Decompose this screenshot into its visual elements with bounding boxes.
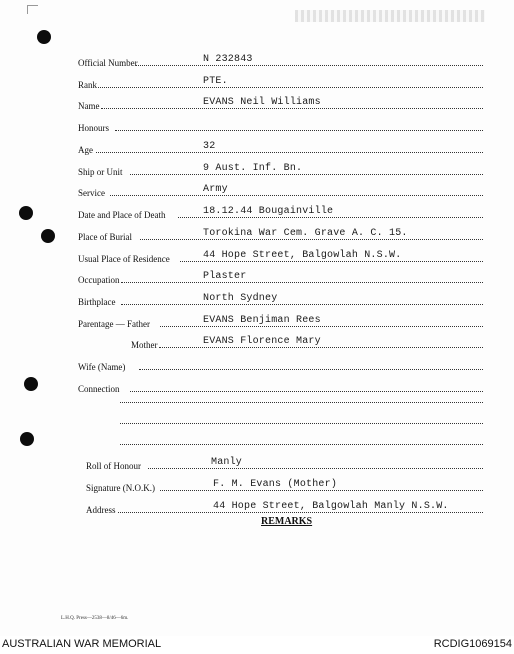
field-value: 44 Hope Street, Balgowlah N.S.W. [203, 250, 402, 261]
field-roll-of-honour [0, 447, 514, 471]
field-label: Parentage — Father [78, 319, 150, 329]
field-label: Address [86, 505, 116, 515]
field-value: Torokina War Cem. Grave A. C. 15. [203, 228, 408, 239]
field-connection [0, 370, 514, 394]
field-value: EVANS Florence Mary [203, 336, 321, 347]
punch-hole-top [37, 30, 51, 44]
field-occupation [0, 261, 514, 285]
field-wife [0, 348, 514, 372]
punch-hole-4 [20, 432, 34, 446]
field-label: Honours [78, 123, 109, 133]
field-place-of-burial [0, 218, 514, 242]
stamp-smudge [295, 10, 485, 22]
corner-mark [27, 5, 38, 14]
field-date-place-of-death [0, 196, 514, 220]
field-label: Place of Burial [78, 232, 132, 242]
field-name [0, 87, 514, 111]
field-label: Date and Place of Death [78, 210, 166, 220]
field-label: Rank [78, 80, 97, 90]
field-value: North Sydney [203, 293, 278, 304]
field-value: 32 [203, 141, 216, 152]
field-value: F. M. Evans (Mother) [213, 479, 338, 490]
field-label: Usual Place of Residence [78, 254, 170, 264]
field-value: Army [203, 184, 228, 195]
field-value: EVANS Benjiman Rees [203, 315, 321, 326]
field-value: 18.12.44 Bougainville [203, 206, 334, 217]
field-label: Official Number [78, 58, 138, 68]
field-signature [0, 469, 514, 493]
field-label: Age [78, 145, 93, 155]
footer-record-id: RCDIG1069154 [433, 638, 512, 650]
field-address [0, 491, 514, 515]
field-label: Roll of Honour [86, 461, 141, 471]
field-label: Mother [131, 340, 158, 350]
field-value: EVANS Neil Williams [203, 97, 321, 108]
field-age [0, 131, 514, 155]
field-label: Name [78, 101, 100, 111]
field-value: Plaster [203, 271, 247, 282]
footer-archive-name: AUSTRALIAN WAR MEMORIAL [2, 638, 162, 650]
field-label: Connection [78, 384, 120, 394]
field-value: 44 Hope Street, Balgowlah Manly N.S.W. [213, 501, 449, 512]
field-birthplace [0, 283, 514, 307]
field-value: 9 Aust. Inf. Bn. [203, 163, 303, 174]
field-label: Occupation [78, 275, 120, 285]
printer-imprint: L.H.Q. Press—2538—8/46—6m. [61, 616, 129, 621]
blank-line [120, 444, 483, 445]
blank-line [120, 423, 483, 424]
remarks-heading: REMARKS [261, 516, 313, 527]
field-value: Manly [211, 457, 243, 468]
field-label: Signature (N.O.K.) [86, 483, 155, 493]
field-label: Wife (Name) [78, 362, 126, 372]
field-official-number [0, 44, 514, 68]
field-label: Ship or Unit [78, 167, 123, 177]
field-value: N 232843 [203, 54, 253, 65]
field-value: PTE. [203, 76, 228, 87]
field-label: Birthplace [78, 297, 116, 307]
field-label: Service [78, 188, 105, 198]
field-service [0, 174, 514, 198]
field-mother [0, 326, 514, 350]
field-honours [0, 109, 514, 133]
blank-line [120, 402, 483, 403]
